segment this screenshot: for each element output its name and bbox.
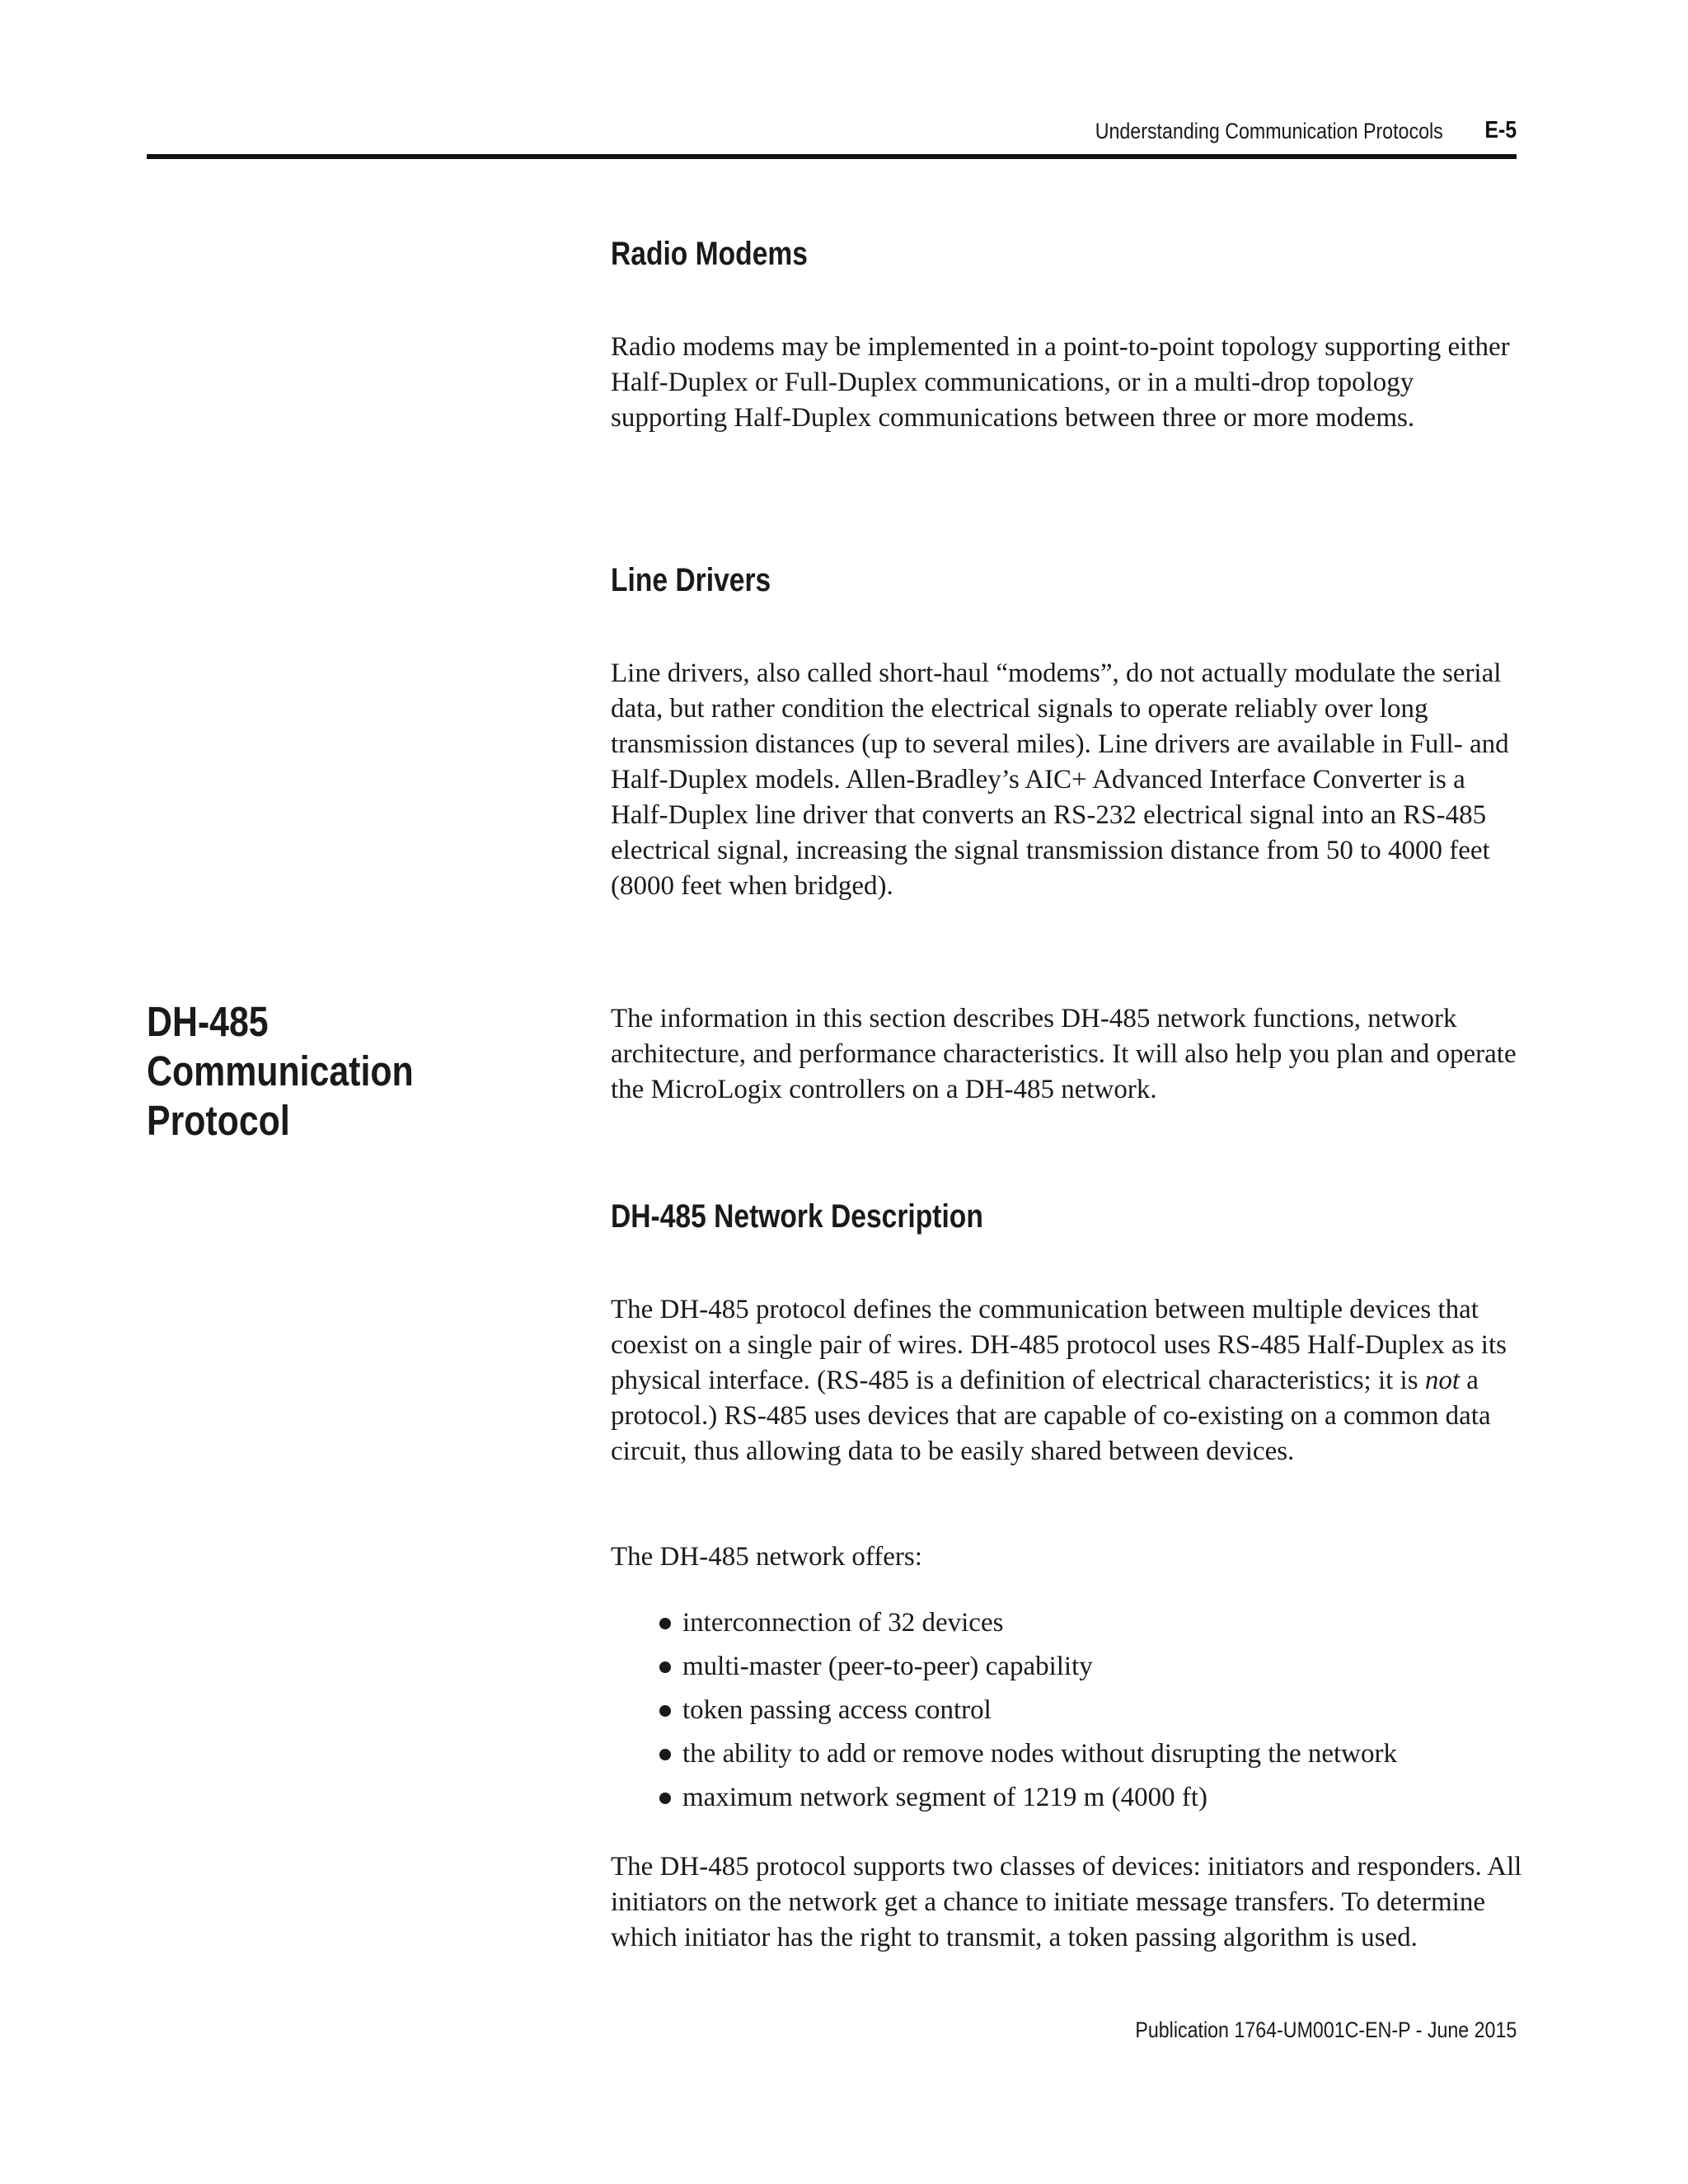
- list-item-text: maximum network segment of 1219 m (4000 ft): [682, 1783, 1207, 1812]
- list-item-text: multi-master (peer-to-peer) capability: [682, 1652, 1093, 1681]
- network-description-emphasis: not: [1424, 1366, 1460, 1395]
- header-page-number: E-5: [1484, 117, 1517, 143]
- bullet-icon: [659, 1618, 671, 1629]
- line-drivers-heading: Line Drivers: [611, 562, 771, 598]
- network-offers-intro-paragraph: [611, 1540, 1526, 1575]
- network-description-text-2: a protocol.) RS-485 uses devices that are capable of co-existing on a common data circuit, thus allowing data to be easily shared between devices.: [611, 1366, 1491, 1466]
- list-item-text: token passing access control: [682, 1695, 992, 1725]
- running-header: [147, 114, 1517, 155]
- list-item: [659, 1605, 1397, 1649]
- list-item-text: the ability to add or remove nodes without disrupting the network: [682, 1739, 1398, 1769]
- list-item: [659, 1736, 1397, 1780]
- list-item: [659, 1649, 1397, 1693]
- header-section-title: Understanding Communication Protocols: [1095, 119, 1443, 143]
- dh485-intro-paragraph: [611, 1001, 1526, 1108]
- initiators-body: The DH-485 protocol supports two classes of devices: initiators and responders. All initiators on the network get a chance to initiate message transfers. To determine which initiator has the right to transmit, a token passing algorithm is used.: [611, 1852, 1522, 1952]
- radio-modems-body: Radio modems may be implemented in a point-to-point topology supporting either Half-Duplex or Full-Duplex communications, or in a multi-drop topology supporting Half-Duplex communications between three or more modems.: [611, 332, 1510, 433]
- header-rule: [147, 154, 1517, 159]
- bullet-icon: [659, 1793, 671, 1804]
- network-description-paragraph: [611, 1292, 1526, 1469]
- line-drivers-body: Line drivers, also called short-haul “modems”, do not actually modulate the serial data, but rather condition the electrical signals to operate reliably over long transmission distances (up to several miles). Line drivers are available in Full- and Half-Duplex models. Allen-Bradley’s AIC+ Advanced Interface Converter is a Half-Duplex line driver that converts an RS-232 electrical signal into an RS-485 electrical signal, increasing the signal transmission distance from 50 to 4000 feet (8000 feet when bridged).: [611, 658, 1509, 901]
- radio-modems-heading: Radio Modems: [611, 236, 808, 272]
- dh485-intro-body: The information in this section describes DH-485 network functions, network architecture, and performance characteristics. It will also help you plan and operate the MicroLogix controllers on a DH-485 network.: [611, 1004, 1517, 1104]
- publication-footer: Publication 1764-UM001C-EN-P - June 2015: [1135, 2018, 1517, 2042]
- network-offers-intro: The DH-485 network offers:: [611, 1542, 922, 1572]
- list-item: [659, 1693, 1397, 1736]
- network-description-heading: DH-485 Network Description: [611, 1198, 983, 1235]
- list-item-text: interconnection of 32 devices: [682, 1608, 1004, 1638]
- line-drivers-paragraph: [611, 656, 1526, 904]
- list-item: [659, 1780, 1397, 1824]
- bullet-icon: [659, 1749, 671, 1760]
- dh485-protocol-heading: DH-485 Communication Protocol: [147, 998, 414, 1144]
- bullet-icon: [659, 1705, 671, 1717]
- network-description-text-1: The DH-485 protocol defines the communication between multiple devices that coexist on a single pair of wires. DH-485 protocol uses RS-485 Half-Duplex as its physical interface. (RS-485 is a definition of electrical characteristics; it is: [611, 1295, 1507, 1395]
- network-offers-list: [659, 1605, 1397, 1824]
- radio-modems-paragraph: [611, 330, 1526, 436]
- initiators-paragraph: [611, 1849, 1526, 1956]
- bullet-icon: [659, 1661, 671, 1673]
